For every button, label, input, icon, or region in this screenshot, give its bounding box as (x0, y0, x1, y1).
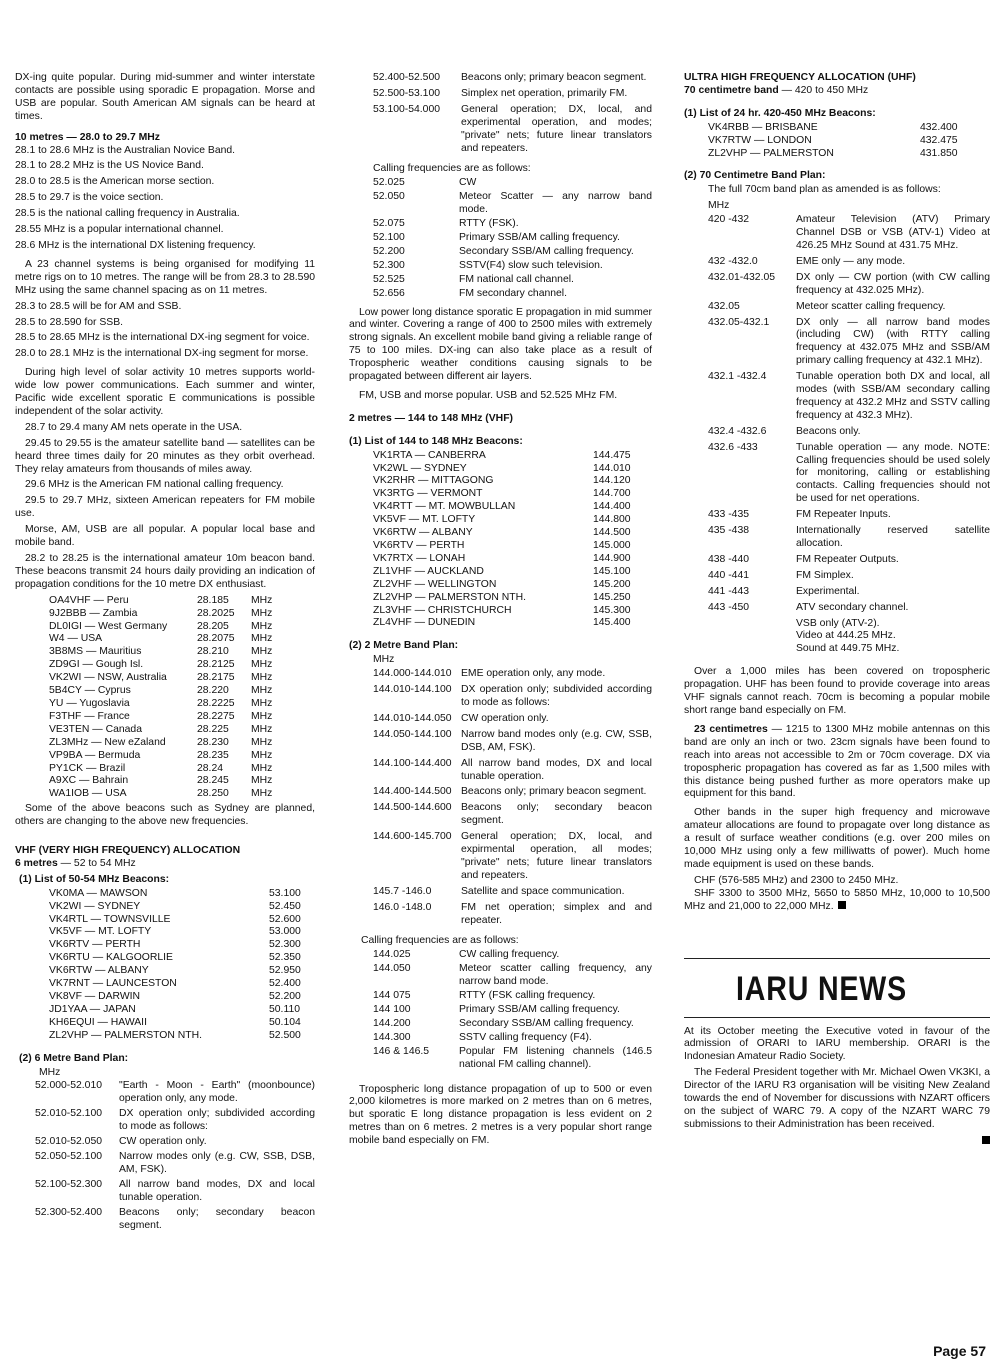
table-row: VE3TEN — Canada 28.225 MHz (49, 723, 273, 735)
table-row: VK6RTV — PERTH 145.000 (373, 540, 631, 551)
channel-paragraph: A 23 channel systems is being organised for modifying 11 metre rigs on to 10 metres. The range will be from 28.3 to 28.590 MHz using the same channel spacing as on 11 metres. (15, 258, 315, 296)
repeater-paragraph: 29.5 to 29.7 MHz, sixteen American repeaters for FM mobile use. (15, 495, 315, 520)
end-mark-icon (982, 1136, 990, 1144)
column-3 (684, 72, 990, 1149)
six-beacon-table (15, 888, 315, 1043)
table-row: 52.010-52.100 DX operation only; subdivided according to mode as follows: (35, 1108, 315, 1133)
table-row: 52.525 FM national call channel. (373, 273, 574, 285)
table-row: VK2RHR — MITTAGONG 144.120 (373, 475, 631, 487)
table-row: VK0MA — MAWSON 53.100 (49, 887, 301, 899)
table-row: 52.200 Secondary SSB/AM calling frequency. (373, 245, 634, 257)
list-item: 28.1 to 28.2 MHz is the US Novice Band. (15, 160, 204, 172)
iaru-paragraph-1: At its October meeting the Executive voted in favour of the admission of ORARI to IARU membership. ORARI is the Indonesian Amateur Radio Society. (684, 1025, 990, 1063)
seventy-cm-heading: 70 centimetre band — 420 to 450 MHz (684, 84, 869, 96)
iaru-top-rule (684, 958, 990, 959)
table-row: 146.0 -148.0 FM net operation; simplex and and repeater. (373, 901, 652, 926)
table-row: VK4RTL — TOWNSVILLE 52.600 (49, 913, 301, 925)
mhz-label: MHz (708, 200, 730, 212)
table-row: VK6RTW — ALBANY 52.950 (49, 965, 301, 977)
table-row: 435 -438 Internationally reserved satellite allocation. (708, 525, 990, 549)
table-row: 441 -443 Experimental. (708, 585, 860, 597)
table-row: 144.400-144.500 Beacons only; primary beacon segment. (373, 786, 647, 798)
table-row: VK7RNT — LAUNCESTON 52.400 (49, 978, 301, 990)
table-row: YU — Yugoslavia 28.2225 MHz (49, 697, 273, 709)
dx-beacon-table (15, 595, 315, 802)
table-row: 144 100 Primary SSB/AM calling frequency. (373, 1004, 620, 1015)
table-row: A9XC — Bahrain 28.245 MHz (49, 775, 273, 787)
table-row: 443 -450 ATV secondary channel. (708, 601, 909, 613)
table-row: VK5VF — MT. LOFTY 53.000 (49, 926, 301, 938)
table-row: 5B4CY — Cyprus 28.220 MHz (49, 685, 273, 697)
table-row: 438 -440 FM Repeater Outputs. (708, 553, 899, 565)
table-row: 144.050 Meteor scatter calling frequency, any narrow band mode. (373, 963, 652, 988)
table-row: PY1CK — Brazil 28.24 MHz (49, 762, 273, 774)
list-item: 28.5 to 28.65 MHz is the international DX-ing segment for voice. (15, 332, 310, 344)
ten-metre-list (15, 145, 315, 253)
intro-paragraph: DX-ing quite popular. During mid-summer and winter interstate contacts are possible using sporadic E propagation. Morse and USB are popular. South American AM signals can be heard at times. (15, 72, 315, 122)
table-row: 146 & 146.5 Popular FM listening channels (146.5 national FM calling channel). (373, 1045, 652, 1070)
table-row: 52.400-52.500 Beacons only; primary beacon segment. (373, 72, 647, 83)
table-row: VK5VF — MT. LOFTY 144.800 (373, 514, 631, 526)
morse-paragraph: Morse, AM, USB are all popular. A popular local base and mobile band. (15, 524, 315, 549)
tropo-paragraph: Tropospheric long distance propagation of up to 500 or even 2,000 kilometres is more marked on 2 metres than on 6 metres, but sporatic E long distance propagation is less evident on 2 metres than on 6 metres. 2 metres is a very popular short range mobile band especially on FM. (349, 1083, 652, 1147)
table-row: VK1RTA — CANBERRA 144.475 (373, 449, 631, 461)
table-row: 420 -432 Amateur Television (ATV) Primary Channel DSB or VSB (ATV-1) Video at 426.25 MHz Sound at 431.75 MHz. (708, 214, 990, 251)
table-row: VK2WI — SYDNEY 52.450 (49, 900, 301, 912)
table-row: VK8VF — DARWIN 52.200 (49, 991, 301, 1002)
two-metres-heading: 2 metres — 144 to 148 MHz (VHF) (349, 412, 513, 424)
table-row: 144.500-144.600 Beacons only; secondary beacon segment. (373, 802, 652, 827)
fm-usb-paragraph: FM, USB and morse popular. USB and 52.525 MHz FM. (359, 389, 618, 401)
list-item: 28.0 to 28.5 is the American morse section. (15, 176, 215, 188)
table-row: VK2WI — NSW, Australia 28.2175 MHz (49, 672, 273, 684)
uhf-heading: ULTRA HIGH FREQUENCY ALLOCATION (UHF) (684, 72, 916, 83)
table-row: 144.600-145.700 General operation; DX, local, and expirmental operation, all modes; "private" nets; future linear translators and repeaters. (373, 831, 652, 881)
chf-line: CHF (576-585 MHz) and 2300 to 2450 MHz. (694, 874, 899, 886)
table-row: DL0IGI — West Germany 28.205 MHz (49, 620, 273, 632)
list-item: 28.1 to 28.6 MHz is the Australian Novice Band. (15, 144, 236, 156)
table-row: 144.025 CW calling frequency. (373, 949, 560, 961)
two-beacon-list-label: (1) List of 144 to 148 MHz Beacons: (349, 435, 523, 447)
uhf-beacon-table (684, 122, 990, 161)
uhf-plan-intro: The full 70cm band plan as amended is as follows: (708, 184, 941, 196)
mhz-label: MHz (39, 1066, 61, 1078)
six-plan-continued (349, 72, 652, 155)
table-row: VK2WL — SYDNEY 144.010 (373, 462, 631, 474)
mhz-label: MHz (373, 654, 395, 666)
six-beacon-list-label: (1) List of 50-54 MHz Beacons: (19, 873, 170, 885)
atv-note-line: Sound at 449.75 MHz. (796, 643, 900, 655)
uhf-beacon-list-label: (1) List of 24 hr. 420-450 MHz Beacons: (684, 107, 876, 119)
solar-paragraph: During high level of solar activity 10 metres supports world-wide low power communications. Each summer and winter, Pacific wide excellent sporatic E communications is possible independent of the solar activity. (15, 367, 315, 417)
table-row: 52.025 CW (373, 177, 477, 189)
table-row: VK3RTG — VERMONT 144.700 (373, 488, 631, 500)
table-row: VK4RBB — BRISBANE 432.400 (708, 121, 958, 133)
table-row: 432 -432.0 EME only — any mode. (708, 255, 906, 267)
six-calling-label: Calling frequencies are as follows: (373, 163, 531, 175)
list-item: 28.6 MHz is the international DX listening frequency. (15, 239, 256, 251)
atv-note-line: Video at 444.25 MHz. (796, 630, 896, 642)
table-row: ZL3VHF — CHRISTCHURCH 145.300 (373, 604, 631, 616)
table-row: JD1YAA — JAPAN 50.110 (49, 1003, 301, 1015)
table-row: 52.100 Primary SSB/AM calling frequency. (373, 231, 620, 243)
two-calling-label: Calling frequencies are as follows: (361, 935, 519, 947)
table-row: OA4VHF — Peru 28.185 MHz (49, 594, 273, 606)
table-row: VK4RTT — MT. MOWBULLAN 144.400 (373, 501, 631, 513)
table-row: ZL2VHP — PALMERSTON 431.850 (708, 147, 958, 159)
six-metres-heading: 6 metres — 52 to 54 MHz (15, 857, 136, 869)
table-row: ZL3MHz — New eZaland 28.230 MHz (49, 736, 273, 748)
iaru-news-title: IARU NEWS (736, 969, 907, 1008)
vhf-heading: VHF (VERY HIGH FREQUENCY) ALLOCATION (15, 845, 241, 857)
table-row: 144.010-144.050 CW operation only. (373, 712, 549, 724)
table-row: 144.100-144.400 All narrow band modes, DX and local tunable operation. (373, 757, 652, 782)
table-row: 432.6 -433 Tunable operation — any mode. NOTE: Calling frequencies should be used solely for monitoring, calling or establishing contacts. Calling frequencies should not be used for net operations. (708, 441, 990, 505)
table-row: 432.4 -432.6 Beacons only. (708, 425, 861, 437)
list-item: 28.3 to 28.5 will be for AM and SSB. (15, 300, 182, 312)
table-row: VK7RTW — LONDON 432.475 (708, 134, 958, 146)
table-row: 433 -435 FM Repeater Inputs. (708, 509, 891, 521)
atv-note-line: VSB only (ATV-2). (796, 617, 880, 629)
six-calling-table (349, 177, 652, 300)
table-row: 144.010-144.100 DX operation only; subdivided according to mode as follows: (373, 684, 652, 708)
table-row: 52.656 FM secondary channel. (373, 287, 568, 299)
list-item: 28.5 to 29.7 is the voice section. (15, 192, 164, 204)
table-row: VP9BA — Bermuda 28.235 MHz (49, 749, 273, 761)
two-calling-table (349, 949, 652, 1071)
six-plan-table (15, 1080, 315, 1232)
table-row: 432.01-432.05 DX only — CW portion (with CW calling frequency at 432.025 MHz). (708, 271, 990, 296)
table-row: WA1IOB — USA 28.250 MHz (49, 788, 273, 800)
table-row: 432.05-432.1 DX only — all narrow band modes (including CW) (with RTTY calling frequency at 432.075 MHz and SSB/AM primary calling frequency at 432.1 MHz). (708, 316, 990, 367)
table-row: ZL4VHF — DUNEDIN 145.400 (373, 617, 631, 629)
other-bands-paragraph: Other bands in the super high frequency and microwave amateur allocations are found to propagate over long distance as a result of surface weather conditions (e.g. over 200 miles on 10,000 MHz using only a few milliwatts of power). Much home made equipment is used on these bands. (684, 807, 990, 870)
beacon-paragraph: 28.2 to 28.25 is the international amateur 10m beacon band. These beacons transmit 24 hours daily providing an indication of propagation conditions for the 10 metre DX enthusiast. (15, 553, 315, 590)
low-power-paragraph: Low power long distance sporatic E propagation in mid summer and winter. Covering a range of 400 to 2500 miles with extremely strong signals. An excellent mobile band giving a reliable range of 75 to 100 miles. DX-ing can also take place as a result of Tropospheric weather conditions causing signals to be propagated between different air layers. (349, 306, 652, 383)
table-row: 144.200 Secondary SSB/AM calling frequency. (373, 1017, 634, 1029)
table-row: 52.050 Meteor Scatter — any narrow band mode. (373, 191, 652, 216)
two-plan-table (349, 668, 652, 927)
table-row: VK6RTW — ALBANY 144.500 (373, 527, 631, 539)
two-plan-label: (2) 2 Metre Band Plan: (349, 640, 459, 652)
table-row: ZD9GI — Gough Isl. 28.2125 MHz (49, 659, 273, 671)
usa-paragraph: 28.7 to 29.4 many AM nets operate in the USA. (25, 421, 243, 433)
table-row: 3B8MS — Mauritius 28.210 MHz (49, 646, 273, 658)
table-row: VK7RTX — LONAH 144.900 (373, 552, 631, 564)
iaru-bottom-rule (684, 1017, 990, 1018)
table-row: 52.300-52.400 Beacons only; secondary beacon segment. (35, 1206, 315, 1231)
table-row: 145.7 -146.0 Satellite and space communication. (373, 885, 625, 897)
table-row: F3THF — France 28.2275 MHz (49, 710, 273, 722)
page-number: Page 57 (933, 1343, 986, 1359)
table-row: 52.500-53.100 Simplex net operation, primarily FM. (373, 87, 628, 99)
iaru-paragraph-2: The Federal President together with Mr. Michael Owen VK3KI, a Director of the IARU R3 organisation will be visiting New Zealand towards the end of November for discussions with NZART officers on the subject of WARC 79. A copy of the NZART WARC 79 submissions to their Administration has been received. (684, 1067, 990, 1130)
table-row: 52.000-52.010 "Earth - Moon - Earth" (moonbounce) operation only, any mode. (35, 1080, 315, 1105)
list-item: 28.0 to 28.1 MHz is the international DX-ing segment for morse. (15, 348, 309, 360)
end-mark-row (684, 1136, 990, 1149)
table-row: 144.050-144.100 Narrow band modes only (e.g. CW, SSB, DSB, AM, FSK). (373, 728, 652, 753)
end-mark-icon (838, 901, 846, 909)
cm23-paragraph: 23 centimetres — 1215 to 1300 MHz mobile antennas on this band are only an inch or two. 23cm signals have been found to reach into areas not accessible to 2m or 70cm coverage. DX via tropospheric propagation has covered as far as 1,500 miles with this distance being pushed further as more operators make up equipment for this band. (684, 723, 990, 800)
table-row: VK6RTU — KALGOORLIE 52.350 (49, 952, 301, 964)
dx-after-paragraph: Some of the above beacons such as Sydney are planned, others are changing to the above new frequencies. (15, 803, 315, 828)
fm-paragraph: 29.6 MHz is the American FM national calling frequency. (25, 479, 284, 491)
uhf-plan-table (684, 214, 990, 614)
table-row: 9J2BBB — Zambia 28.2025 MHz (49, 607, 273, 619)
table-row: 52.010-52.050 CW operation only. (35, 1136, 207, 1148)
table-row: VK6RTV — PERTH 52.300 (49, 939, 301, 951)
table-row: ZL2VHP — PALMERSTON NTH. 145.250 (373, 591, 631, 603)
table-row: 432.1 -432.4 Tunable operation both DX and local, all modes (with SSB/AM secondary calling frequency at 432.2 MHz and SSTV calling frequency at 432.3 MHz). (708, 371, 990, 421)
ten-metres-heading: 10 metres — 28.0 to 29.7 MHz (15, 131, 160, 143)
table-row: 52.075 RTTY (FSK). (373, 218, 519, 230)
table-row: ZL2VHP — PALMERSTON NTH. 52.500 (49, 1029, 301, 1041)
table-row: 432.05 Meteor scatter calling frequency. (708, 300, 946, 312)
list-item: 28.55 MHz is a popular international channel. (15, 224, 224, 236)
table-row: 144.300 SSTV calling frequency (F4). (373, 1031, 592, 1043)
shf-line: SHF 3300 to 3500 MHz, 5650 to 5850 MHz, 10,000 to 10,500 MHz and 21,000 to 22,000 MHz. (684, 887, 990, 912)
six-plan-label: (2) 6 Metre Band Plan: (19, 1052, 129, 1064)
table-row: ZL1VHF — AUCKLAND 145.100 (373, 565, 631, 577)
list-item: 28.5 to 28.590 for SSB. (15, 316, 124, 328)
table-row: ZL2VHF — WELLINGTON 145.200 (373, 578, 631, 590)
table-row: 52.100-52.300 All narrow band modes, DX and local tunable operation. (35, 1178, 315, 1203)
atv-note (684, 618, 990, 657)
table-row: 52.050-52.100 Narrow modes only (e.g. CW, SSB, DSB, AM, FSK). (35, 1150, 315, 1175)
table-row: 52.300 SSTV(F4) slow such television. (373, 259, 603, 271)
table-row: W4 — USA 28.2075 MHz (49, 633, 273, 645)
list-item: 28.5 is the national calling frequency in Australia. (15, 208, 240, 220)
uhf-plan-label: (2) 70 Centimetre Band Plan: (684, 170, 826, 182)
column-1 (15, 72, 315, 1234)
two-beacon-table (349, 450, 652, 631)
column-2 (349, 72, 652, 1151)
table-row: 440 -441 FM Simplex. (708, 569, 854, 581)
table-row: 144.000-144.010 EME operation only, any mode. (373, 668, 606, 680)
table-row: 144 075 RTTY (FSK calling frequency. (373, 990, 596, 1002)
satellite-paragraph: 29.45 to 29.55 is the amateur satellite band — satellites can be heard three times daily for 20 minutes as they orbit overhead. They relay amateurs from thousands of miles away. (15, 437, 315, 475)
table-row: 53.100-54.000 General operation; DX, local, and experimental operation, and modes; "private" nets; future linear translators and repeaters. (373, 103, 652, 154)
over-paragraph: Over a 1,000 miles has been covered on tropospheric propagation. UHF has been found to provide coverage into areas VHF signals cannot reach. 70cm is becoming a popular mobile short range band especially on FM. (684, 666, 990, 716)
table-row: KH6EQUI — HAWAII 50.104 (49, 1016, 301, 1028)
